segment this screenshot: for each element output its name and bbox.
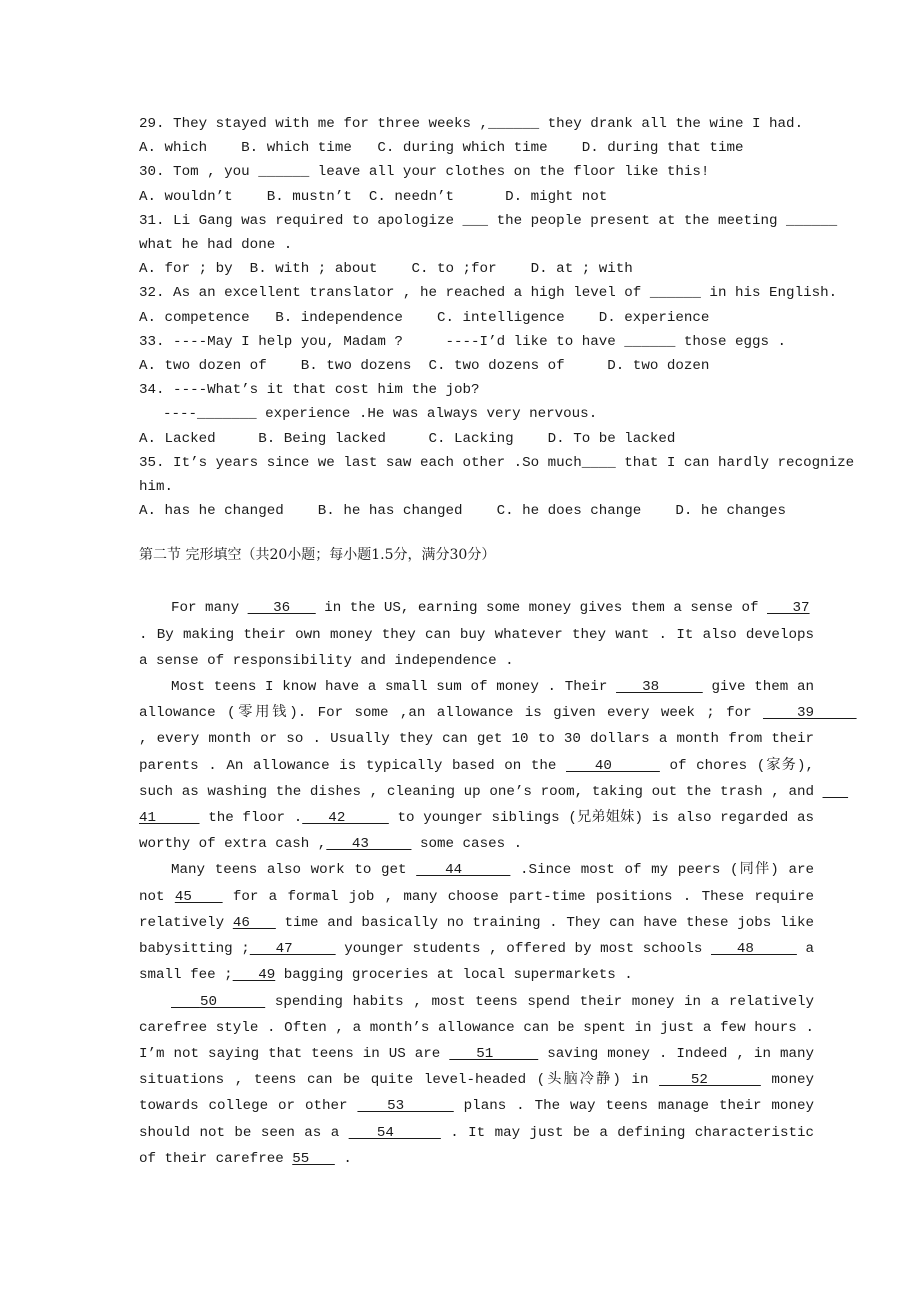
question-31: 31. Li Gang was required to apologize ___ the people present at the meeting ______	[139, 212, 838, 229]
blank-51: 51	[449, 1045, 539, 1062]
blank-42: 42	[302, 810, 389, 827]
blank-53: 53	[357, 1098, 454, 1115]
question-34: 34. ----What’s it that cost him the job?	[139, 382, 480, 399]
text: Most teens I know have a small sum of money . Their	[171, 679, 617, 696]
cloze-paragraph-2	[139, 674, 866, 857]
blank-48: 48	[711, 941, 797, 958]
text: to younger siblings (兄弟姐妹) is also regarded as worthy of extra cash ,	[139, 810, 823, 853]
text: time and basically no training . They can have these jobs like babysitting ;	[139, 914, 823, 958]
blank-44: 44	[416, 862, 511, 879]
question-34-continued: ----_______ experience .He was always very nervous.	[163, 406, 598, 423]
text: money towards college or other	[139, 1072, 823, 1115]
text: saving money . Indeed , in many situations , teens can be quite level-headed (头脑冷静) in	[139, 1045, 823, 1089]
cloze-paragraph-4	[139, 989, 823, 1172]
text: bagging groceries at local supermarkets .	[275, 967, 633, 984]
question-34-options: A. Lacked B. Being lacked C. Lacking D. To be lacked	[139, 430, 676, 447]
blank-54: 54	[348, 1124, 441, 1141]
text: .Since most of my peers (同伴) are not	[139, 862, 823, 905]
multiple-choice-section	[139, 112, 855, 523]
text: some cases .	[411, 836, 523, 853]
blank-55: 55	[292, 1150, 335, 1167]
blank-43: 43	[326, 836, 412, 853]
text: plans . The way teens manage their money should not be seen as a	[139, 1098, 823, 1141]
blank-36: 36	[247, 600, 316, 617]
text: of chores (家务), such as washing the dishes , cleaning up one’s room, taking out the trash , and	[139, 757, 823, 800]
question-30: 30. Tom , you ______ leave all your clothes on the floor like this!	[139, 164, 710, 181]
text: the floor .	[199, 810, 303, 827]
question-29-options: A. which B. which time C. during which time D. during that time	[139, 140, 744, 157]
section-title: 第二节 完形填空（共20小题；每小题1.5分，满分30分）	[139, 547, 496, 564]
blank-40: 40	[566, 757, 660, 774]
text: a small fee ;	[139, 941, 823, 984]
text: spending habits , most teens spend their money in a relatively carefree style . Often , a month’s allowance can be spent in just a few hours . I’m not saying that teens in US are	[139, 993, 823, 1062]
cloze-paragraph-1	[139, 595, 814, 674]
question-33-options: A. two dozen of B. two dozens C. two dozens of D. two dozen	[139, 358, 710, 375]
text: for a formal job , many choose part-time positions . These require relatively	[139, 888, 823, 931]
blank-38: 38	[616, 679, 703, 696]
question-33: 33. ----May I help you, Madam ? ----I’d like to have ______ those eggs .	[139, 333, 787, 350]
blank-41: 41	[139, 783, 849, 827]
question-32: 32. As an excellent translator , he reached a high level of ______ in his English.	[139, 285, 838, 302]
question-31-continued: what he had done .	[139, 237, 293, 254]
text: .	[334, 1150, 352, 1167]
question-30-options: A. wouldn’t B. mustn’t C. needn’t D. might not	[139, 188, 608, 205]
text: For many	[171, 600, 248, 617]
blank-47: 47	[249, 941, 336, 958]
question-31-options: A. for ; by B. with ; about C. to ;for D. at ; with	[139, 261, 633, 278]
text: , every month or so . Usually they can get 10 to 30 dollars a month from their parents . An allowance is typically based on the	[139, 705, 866, 774]
question-29: 29. They stayed with me for three weeks ,______ they drank all the wine I had.	[139, 116, 804, 132]
blank-39: 39	[762, 705, 857, 722]
question-35-continued: him.	[139, 479, 174, 496]
text: Many teens also work to get	[171, 862, 417, 879]
cloze-passage	[139, 595, 866, 1171]
text: give them an allowance (零用钱). For some ,an allowance is given every week ; for	[139, 679, 823, 722]
blank-52: 52	[659, 1072, 761, 1089]
blank-50: 50	[171, 993, 266, 1010]
blank-46: 46	[232, 914, 276, 931]
text: . It may just be a defining characteristic of their carefree	[139, 1124, 823, 1167]
text: in the US, earning some money gives them a sense of	[315, 600, 767, 617]
blank-37: 37	[767, 600, 810, 617]
blank-45: 45	[174, 888, 223, 905]
text: . By making their own money they can buy whatever they want . It also develops a sense of responsibility and independence .	[139, 626, 814, 669]
question-32-options: A. competence B. independence C. intelligence D. experience	[139, 309, 710, 326]
blank-49: 49	[232, 967, 276, 984]
question-35: 35. It’s years since we last saw each other .So much____ that I can hardly recognize	[139, 454, 855, 471]
cloze-paragraph-3	[139, 857, 823, 988]
exam-page	[139, 112, 866, 1172]
question-35-options: A. has he changed B. he has changed C. he does change D. he changes	[139, 503, 787, 520]
text: younger students , offered by most schools	[335, 941, 711, 958]
